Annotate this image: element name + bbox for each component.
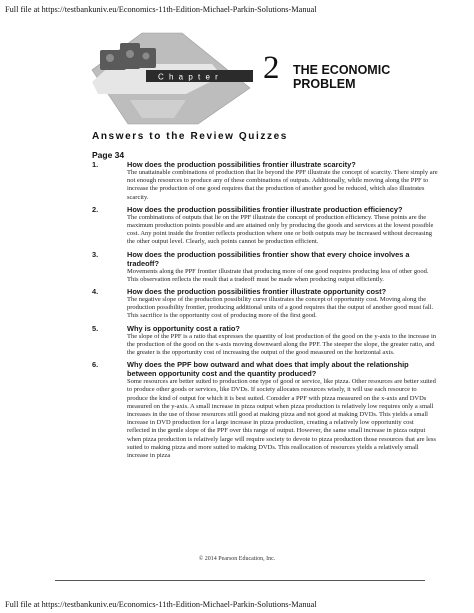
question-number: 2. xyxy=(92,204,99,214)
quiz-item xyxy=(92,324,438,358)
question-text: Why does the PPF bow outward and what does that imply about the relationship between opportunity cost and the quantity produced? xyxy=(127,360,409,379)
question-number: 1. xyxy=(92,160,99,169)
answer-text: Some resources are better suited to production one type of good or service, like pizza. Other resources are better suited to produce other goods or services, like DVDs. If society allocates resources wisely, it will use each resource to produce the kind of output for which it is best suited. Consider a PPF with pizza measured on the x-axis and DVDs measured on the y-axis. A small increase in pizza output when pizza production is relatively low requires only a small increases in the use of those resources still good at making pizza and not good at making DVDs. This yields a small increase in DVD production for a large increase in pizza production, creating a relatively low opportunity cost reflected in the gentle slope of the PPF over this range of output. However, the same small increase in pizza output when pizza production is relatively large will require society to devote to pizza production those resources that are less suited to making pizza and more suited to making DVDs. This reallocation of resources yields a relatively small increase in pizza xyxy=(127,378,436,460)
chapter-label: C h a p t e r xyxy=(158,72,220,82)
chapter-title-line1: THE ECONOMIC xyxy=(293,63,391,77)
section-heading: Answers to the Review Quizzes xyxy=(92,131,288,142)
chapter-title-line2: PROBLEM xyxy=(293,77,356,91)
header-link[interactable]: Full file at https://testbankuniv.eu/Economics-11th-Edition-Michael-Parkin-Solutions-Manual xyxy=(5,5,317,14)
quiz-item xyxy=(92,160,438,202)
question-text: How does the production possibilities frontier show that every choice involves a tradeoff? xyxy=(127,249,410,268)
page-label: Page 34 xyxy=(92,150,125,160)
question-number: 6. xyxy=(92,360,99,370)
answer-text: The unattainable combinations of production that lie beyond the PPF illustrate the concept of scarcity. There simply are not enough resources to produce any of these combinations of outputs. Additionally, while moving along the PPF to increase the production of one good requires that the production of another good be reduced, which also illustrates scarcity. xyxy=(127,169,438,201)
answer-text: Movements along the PPF frontier illustrate that producing more of one good requires producing less of other good. This observation reflects the result that a tradeoff must be made when producing output efficiently. xyxy=(127,267,429,283)
question-text: Why is opportunity cost a ratio? xyxy=(127,323,240,333)
chapter-title xyxy=(293,63,390,91)
quiz-item xyxy=(92,250,438,284)
copyright-notice: © 2014 Pearson Education, Inc. xyxy=(198,556,276,562)
question-text: How does the production possibilities frontier illustrate opportunity cost? xyxy=(127,287,387,297)
answer-text: The combinations of outputs that lie on the PPF illustrate the concept of production efficiency. These points are the maximum production points possible and are attained only by producing the goods and services at the lowest possible cost. Any point inside the frontier reflects production where one or both outputs may be increased without decreasing the other output level. Clearly, such points cannot be production efficient. xyxy=(127,213,434,246)
question-number: 4. xyxy=(92,287,99,297)
chapter-banner-graphic xyxy=(90,28,255,128)
question-text: How does the production possibilities frontier illustrate scarcity? xyxy=(127,160,356,169)
review-quiz-list xyxy=(92,160,438,463)
quiz-item xyxy=(92,205,438,247)
question-number: 3. xyxy=(92,249,99,259)
quiz-item xyxy=(92,287,438,321)
answer-text: The slope of the PPF is a ratio that expresses the quantity of lost production of the good on the y-axis to the increase in the production of the good on the x-axis moving downward along the PPF. The steeper the slope, the greater ratio, and the greater is the opportunity cost of increasing the output of the good measured on the horizontal axis. xyxy=(127,332,437,357)
footer-divider xyxy=(55,580,425,581)
question-number: 5. xyxy=(92,323,99,333)
footer-link[interactable]: Full file at https://testbankuniv.eu/Economics-11th-Edition-Michael-Parkin-Solutions-Manual xyxy=(5,600,317,609)
answer-text: The negative slope of the production possibility curve illustrates the concept of opportunity cost. Moving along the production possibility frontier, producing additional units of a good requires that the output of another good must fall. This sacrifice is the opportunity cost of producing more of the first good. xyxy=(127,296,434,320)
quiz-item xyxy=(92,360,438,460)
question-text: How does the production possibilities frontier illustrate production efficiency? xyxy=(127,204,403,214)
chapter-number: 2 xyxy=(263,50,280,86)
